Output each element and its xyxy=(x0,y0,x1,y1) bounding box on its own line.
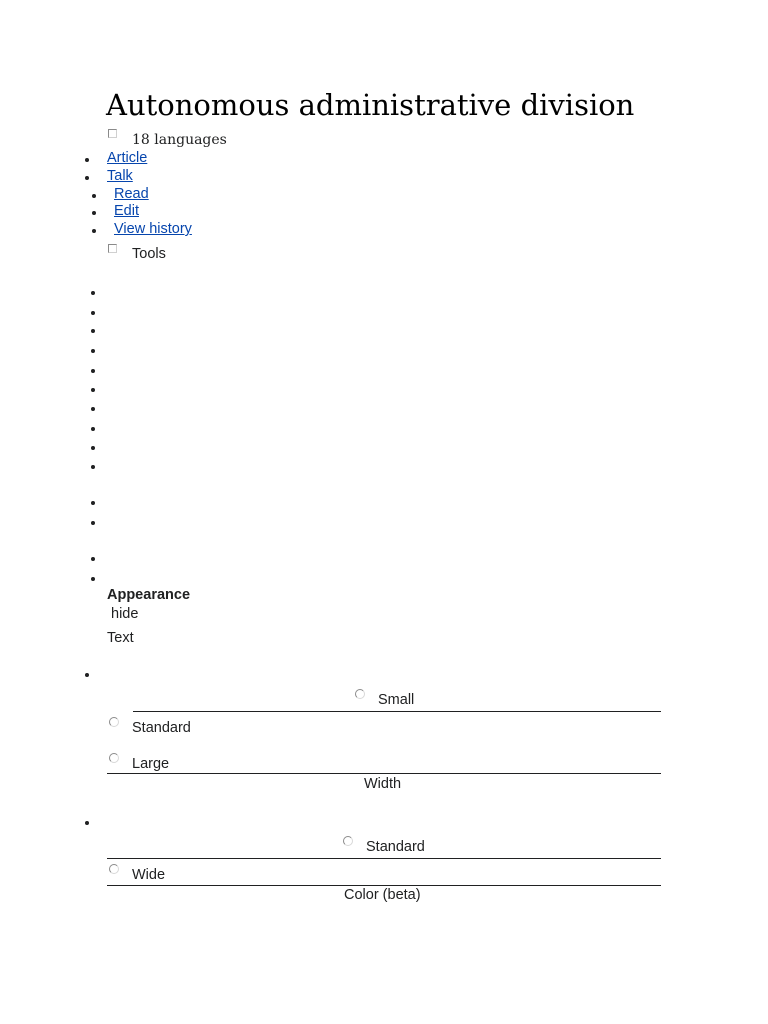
list-item xyxy=(91,521,95,525)
list-item xyxy=(91,291,95,295)
text-small-radio[interactable] xyxy=(355,689,365,699)
width-standard-label[interactable]: Standard xyxy=(366,839,425,855)
width-section-label: Width xyxy=(364,776,402,792)
tab-talk[interactable]: Talk xyxy=(107,168,133,184)
divider xyxy=(107,885,661,886)
text-large-label[interactable]: Large xyxy=(132,756,170,772)
tab-view-history[interactable]: View history xyxy=(114,221,192,237)
bullet xyxy=(92,211,96,215)
languages-checkbox[interactable] xyxy=(108,129,117,138)
bullet xyxy=(92,229,96,233)
divider xyxy=(107,858,661,859)
appearance-heading: Appearance xyxy=(107,587,191,603)
text-standard-label[interactable]: Standard xyxy=(132,720,191,736)
list-item xyxy=(91,427,95,431)
bullet xyxy=(92,194,96,198)
divider xyxy=(133,711,661,712)
text-standard-radio[interactable] xyxy=(109,717,119,727)
list-item xyxy=(91,577,95,581)
appearance-hide-button[interactable]: hide xyxy=(111,606,139,622)
color-section-label: Color (beta) xyxy=(344,887,421,903)
list-item xyxy=(91,388,95,392)
list-item xyxy=(91,407,95,411)
text-small-label[interactable]: Small xyxy=(378,692,415,708)
page-title: Autonomous administrative division xyxy=(106,88,635,122)
list-item xyxy=(85,821,89,825)
list-item xyxy=(91,446,95,450)
divider xyxy=(107,773,661,774)
bullet xyxy=(85,158,89,162)
tools-label[interactable]: Tools xyxy=(132,246,166,262)
width-wide-label[interactable]: Wide xyxy=(132,867,166,883)
width-standard-radio[interactable] xyxy=(343,836,353,846)
width-wide-radio[interactable] xyxy=(109,864,119,874)
text-section-label: Text xyxy=(107,630,134,646)
tools-checkbox[interactable] xyxy=(108,244,117,253)
list-item xyxy=(85,673,89,677)
list-item xyxy=(91,329,95,333)
text-large-radio[interactable] xyxy=(109,753,119,763)
list-item xyxy=(91,311,95,315)
list-item xyxy=(91,369,95,373)
tab-read[interactable]: Read xyxy=(114,186,149,202)
list-item xyxy=(91,501,95,505)
bullet xyxy=(85,176,89,180)
tab-edit[interactable]: Edit xyxy=(114,203,139,219)
list-item xyxy=(91,349,95,353)
list-item xyxy=(91,557,95,561)
languages-label[interactable]: 18 languages xyxy=(132,132,227,148)
tab-article[interactable]: Article xyxy=(107,150,148,166)
list-item xyxy=(91,465,95,469)
